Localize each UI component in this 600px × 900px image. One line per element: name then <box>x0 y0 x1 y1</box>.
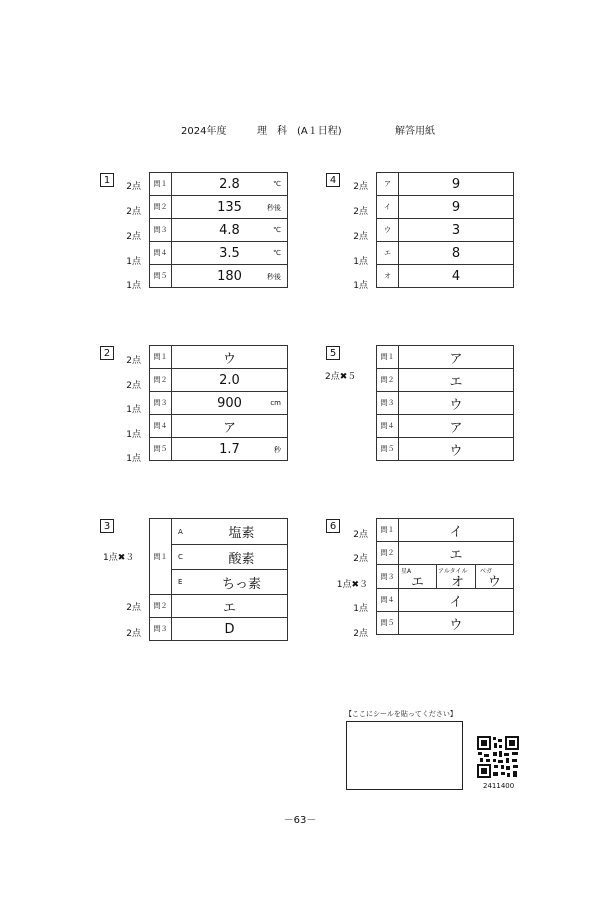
s6-pts-2: 2点 <box>353 554 368 564</box>
table-row <box>377 265 514 288</box>
answer-cell: エ <box>399 369 514 392</box>
section-6-table <box>376 518 514 635</box>
qr-code-number: 2411400 <box>483 782 515 790</box>
answer-value: 2.8 <box>219 176 240 192</box>
answer-cell <box>172 219 288 242</box>
unit: 秒後 <box>267 273 281 281</box>
q3-value: エ <box>411 575 425 590</box>
q-label: 問５ <box>377 438 399 461</box>
section-3-number: 3 <box>100 519 114 533</box>
q3-value: オ <box>451 575 465 590</box>
unit: ℃ <box>273 249 281 257</box>
q-label: 問２ <box>377 369 399 392</box>
answer-value: 180 <box>217 268 242 284</box>
q-label: 問２ <box>377 542 399 565</box>
unit: ℃ <box>273 180 281 188</box>
table-row <box>377 542 514 565</box>
s2-pts-3: 1点 <box>126 405 141 415</box>
answer-cell: ウ <box>399 438 514 461</box>
q-label: エ <box>377 242 399 265</box>
section-6-number: 6 <box>326 519 340 533</box>
q-label: 問５ <box>150 265 172 288</box>
answer-cell <box>172 369 288 392</box>
unit: ℃ <box>273 226 281 234</box>
table-row <box>150 618 288 641</box>
table-row <box>377 519 514 542</box>
table-row <box>150 595 288 618</box>
q3-value: ウ <box>488 575 502 590</box>
q-label: 問２ <box>150 196 172 219</box>
q-label: 問５ <box>377 612 399 635</box>
s6-pts-1: 2点 <box>353 530 368 540</box>
unit: cm <box>270 399 281 407</box>
answer-cell <box>172 242 288 265</box>
answer-cell <box>172 265 288 288</box>
q-label: 問２ <box>150 369 172 392</box>
q-label: 問４ <box>150 242 172 265</box>
q-label: 問１ <box>150 519 172 595</box>
sub-value: 塩素 <box>228 526 255 541</box>
s3-pts-2: 2点 <box>126 603 141 613</box>
table-row <box>377 219 514 242</box>
section-2-number: 2 <box>100 346 114 360</box>
table-row <box>377 438 514 461</box>
answer-value: 900 <box>217 395 242 411</box>
answer-cell <box>172 415 288 438</box>
q-label: 問３ <box>377 565 399 589</box>
unit: 秒後 <box>267 204 281 212</box>
table-row <box>150 346 288 369</box>
table-row <box>377 589 514 612</box>
sub-label: E <box>178 578 183 586</box>
section-4-table <box>376 172 514 288</box>
q-label: 問２ <box>150 595 172 618</box>
q-label: ウ <box>377 219 399 242</box>
answer-cell: エ <box>399 542 514 565</box>
section-1-number: 1 <box>100 173 114 187</box>
table-row <box>377 392 514 415</box>
table-row <box>150 242 288 265</box>
section-4-number: 4 <box>326 173 340 187</box>
s3-q1-pts: 1点✖３ <box>103 553 135 563</box>
answer-cell <box>172 346 288 369</box>
table-row <box>377 612 514 635</box>
section-2-table <box>149 345 288 461</box>
answer-cell: イ <box>399 519 514 542</box>
answer-cell: イ <box>399 589 514 612</box>
answer-cell <box>172 392 288 415</box>
answer-cell <box>172 173 288 196</box>
qr-code-icon <box>476 735 520 779</box>
section-5-table <box>376 345 514 461</box>
answer-value: ウ <box>222 351 236 367</box>
answer-value: 135 <box>217 199 242 215</box>
table-row <box>377 346 514 369</box>
q-label: 問１ <box>377 519 399 542</box>
s1-pts-3: 2点 <box>126 232 141 242</box>
s6-pts-4: 1点 <box>353 604 368 614</box>
answer-cell: エ <box>172 595 288 618</box>
q-label: 問４ <box>150 415 172 438</box>
q-label: 問１ <box>377 346 399 369</box>
q-label: 問３ <box>150 618 172 641</box>
s1-pts-2: 2点 <box>126 207 141 217</box>
answer-value: ア <box>222 420 236 436</box>
q-label: イ <box>377 196 399 219</box>
s1-pts-5: 1点 <box>126 281 141 291</box>
q-label: 問１ <box>150 346 172 369</box>
table-row <box>150 173 288 196</box>
q-label: オ <box>377 265 399 288</box>
q-label: 問４ <box>377 589 399 612</box>
s1-pts-1: 2点 <box>126 182 141 192</box>
answer-cell: ウ <box>399 392 514 415</box>
table-row <box>150 369 288 392</box>
sub-label: C <box>178 553 183 561</box>
s4-pts-1: 2点 <box>353 182 368 192</box>
answer-cell <box>172 196 288 219</box>
s2-pts-1: 2点 <box>126 356 141 366</box>
q3-cell-star-a <box>399 565 437 589</box>
section-3-table <box>149 518 288 641</box>
q-label: ア <box>377 173 399 196</box>
table-row <box>150 392 288 415</box>
table-row <box>150 219 288 242</box>
sub-value: ちっ素 <box>221 576 261 592</box>
q3-label: 星A <box>401 568 412 575</box>
answer-cell: ア <box>399 346 514 369</box>
header-doc: 解答用紙 <box>395 126 435 137</box>
table-row <box>150 265 288 288</box>
answer-cell: 9 <box>399 196 514 219</box>
table-row <box>377 196 514 219</box>
q3-cell-vega <box>476 565 514 589</box>
table-row <box>150 415 288 438</box>
answer-value: 2.0 <box>219 372 240 388</box>
section-1-table <box>149 172 288 288</box>
header-subject: 理 科 (A１日程) <box>257 126 342 137</box>
sub-row <box>172 519 287 545</box>
q-label: 問４ <box>377 415 399 438</box>
answer-cell: ア <box>399 415 514 438</box>
answer-cell: D <box>172 618 288 641</box>
answer-value: 1.7 <box>219 441 240 457</box>
sub-row <box>172 570 287 594</box>
s4-pts-3: 2点 <box>353 232 368 242</box>
q-label: 問３ <box>377 392 399 415</box>
s1-pts-4: 1点 <box>126 257 141 267</box>
answer-cell: ウ <box>399 612 514 635</box>
unit: 秒 <box>274 446 281 454</box>
table-row <box>377 242 514 265</box>
answer-cell: 4 <box>399 265 514 288</box>
q-label: 問３ <box>150 392 172 415</box>
answer-cell: 9 <box>399 173 514 196</box>
answer-cell <box>172 438 288 461</box>
s4-pts-2: 2点 <box>353 207 368 217</box>
answer-cell <box>172 519 288 595</box>
q3-label: アルタイル <box>438 568 468 575</box>
answer-cell: 8 <box>399 242 514 265</box>
s2-pts-2: 2点 <box>126 381 141 391</box>
s2-pts-5: 1点 <box>126 454 141 464</box>
section-5-number: 5 <box>326 346 340 360</box>
q-label: 問３ <box>150 219 172 242</box>
table-row <box>377 369 514 392</box>
seal-box <box>346 721 463 790</box>
q3-label: ベガ <box>480 568 493 575</box>
page-header <box>0 122 600 140</box>
seal-label: 【ここにシールを貼ってください】 <box>345 710 457 718</box>
s6-pts-5: 2点 <box>353 629 368 639</box>
table-row <box>377 565 514 589</box>
table-row <box>150 519 288 595</box>
table-row <box>150 438 288 461</box>
s3-pts-3: 2点 <box>126 629 141 639</box>
page-number: －63－ <box>283 815 317 826</box>
s6-pts-3: 1点✖３ <box>336 580 368 590</box>
table-row <box>377 173 514 196</box>
s4-pts-4: 1点 <box>353 257 368 267</box>
sub-value: 酸素 <box>228 551 255 567</box>
s4-pts-5: 1点 <box>353 281 368 291</box>
answer-value: 3.5 <box>219 245 240 261</box>
sub-label: A <box>178 527 183 536</box>
answer-cell: 3 <box>399 219 514 242</box>
q-label: 問５ <box>150 438 172 461</box>
table-row <box>150 196 288 219</box>
s2-pts-4: 1点 <box>126 430 141 440</box>
q-label: 問１ <box>150 173 172 196</box>
q3-cell-altair <box>437 565 476 589</box>
header-year: 2024年度 <box>181 126 227 137</box>
answer-value: 4.8 <box>219 222 240 238</box>
s5-pts: 2点✖５ <box>325 372 357 382</box>
sub-row <box>172 545 287 570</box>
table-row <box>377 415 514 438</box>
